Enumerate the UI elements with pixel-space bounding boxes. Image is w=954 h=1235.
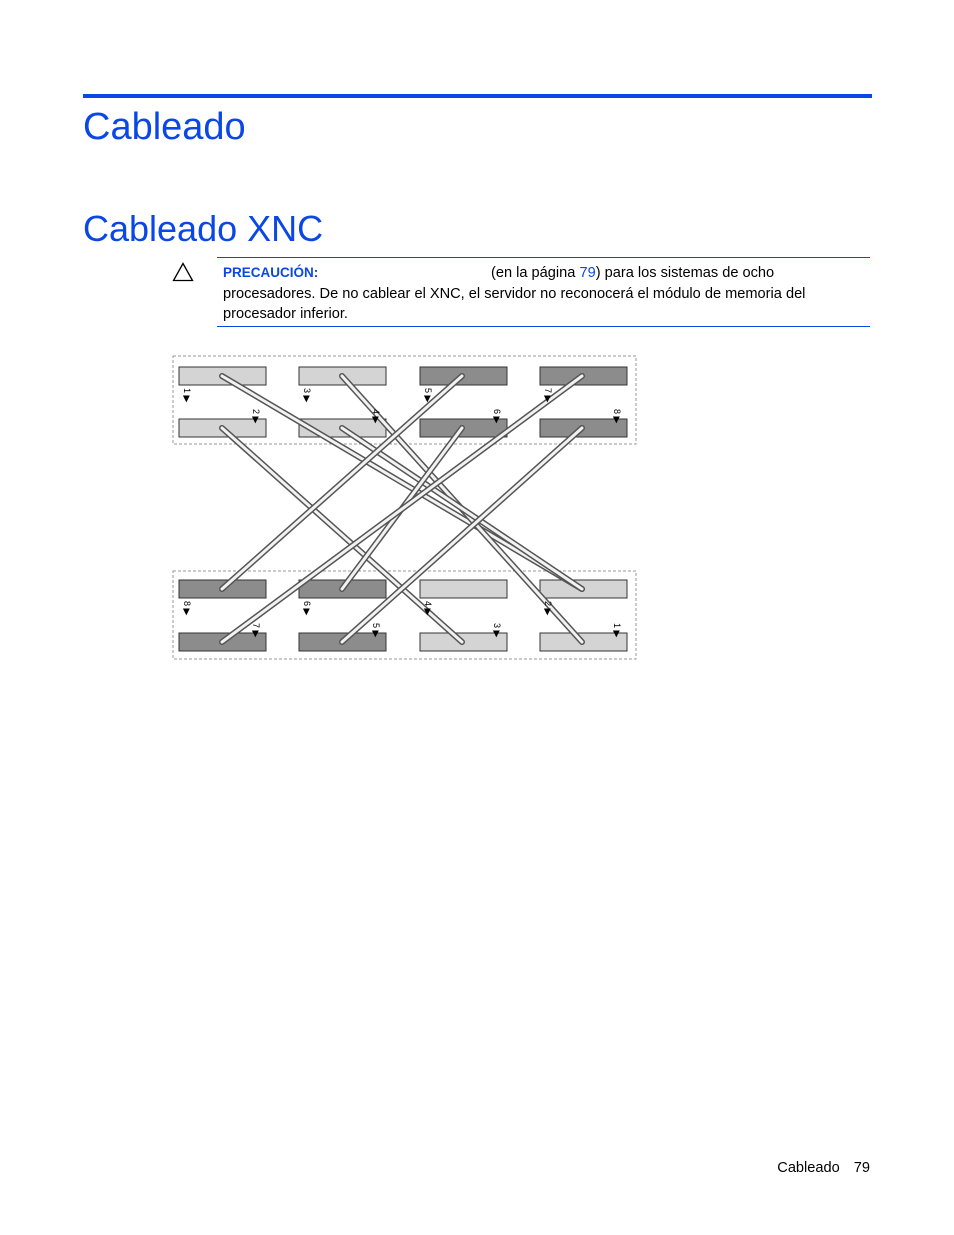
cable [222,376,582,642]
caution-box [217,257,870,327]
chapter-rule [83,94,872,98]
page-link[interactable]: 79 [579,265,596,281]
cable [222,376,582,589]
bottom-port-label-text: 3 ▶ [492,623,502,638]
footer-section: Cableado [777,1160,840,1176]
bottom-port-label-text: 6 ▶ [302,601,312,616]
top-port-label [423,388,433,403]
chapter-title: Cableado [83,106,246,148]
top-port-label-text: 7 ▶ [543,388,553,403]
top-port-label [371,409,381,424]
bottom-port-label-text: 2 ▶ [543,601,553,616]
caution-text-after: ) para los sistemas de ocho procesadores. De no cablear el XNC, el servidor no reconocerá el módulo de memoria del procesador inferior. [223,265,806,322]
bottom-port-label-text: 1 ▶ [612,623,622,638]
top-port-label-text: 4 ▶ [371,409,381,424]
bottom-port-label [423,601,433,616]
top-port-label [182,388,192,403]
top-port-label-text: 1 ▶ [182,388,192,403]
bottom-port-label-text: 8 ▶ [182,601,192,616]
bottom-port-label [302,601,312,616]
bottom-port-label [251,623,261,638]
xnc-cabling-diagram [170,354,638,662]
caution-triangle-icon [172,262,194,282]
caution-text-before: (en la página [491,265,580,281]
bottom-port-label [182,601,192,616]
bottom-port-label-text: 7 ▶ [251,623,261,638]
caution-label: PRECAUCIÓN: [223,265,319,280]
bottom-port-upper [420,580,507,598]
bottom-port-label-text: 5 ▶ [371,623,381,638]
top-port-label-text: 3 ▶ [302,388,312,403]
top-port-label-text: 2 ▶ [251,409,261,424]
bottom-port-label [492,623,502,638]
top-port-label [543,388,553,403]
top-port-label [302,388,312,403]
top-port-label-text: 6 ▶ [492,409,502,424]
page-footer [777,1158,870,1178]
top-port-label [251,409,261,424]
bottom-port-label [543,601,553,616]
bottom-port-label [612,623,622,638]
top-port-label [492,409,502,424]
section-title: Cableado XNC [83,208,324,249]
caution-text [223,263,863,325]
bottom-port-label-text: 4 ▶ [423,601,433,616]
top-port-label-text: 5 ▶ [423,388,433,403]
top-port-label-text: 8 ▶ [612,409,622,424]
bottom-port-label [371,623,381,638]
footer-page-number: 79 [853,1160,870,1176]
top-port-label [612,409,622,424]
